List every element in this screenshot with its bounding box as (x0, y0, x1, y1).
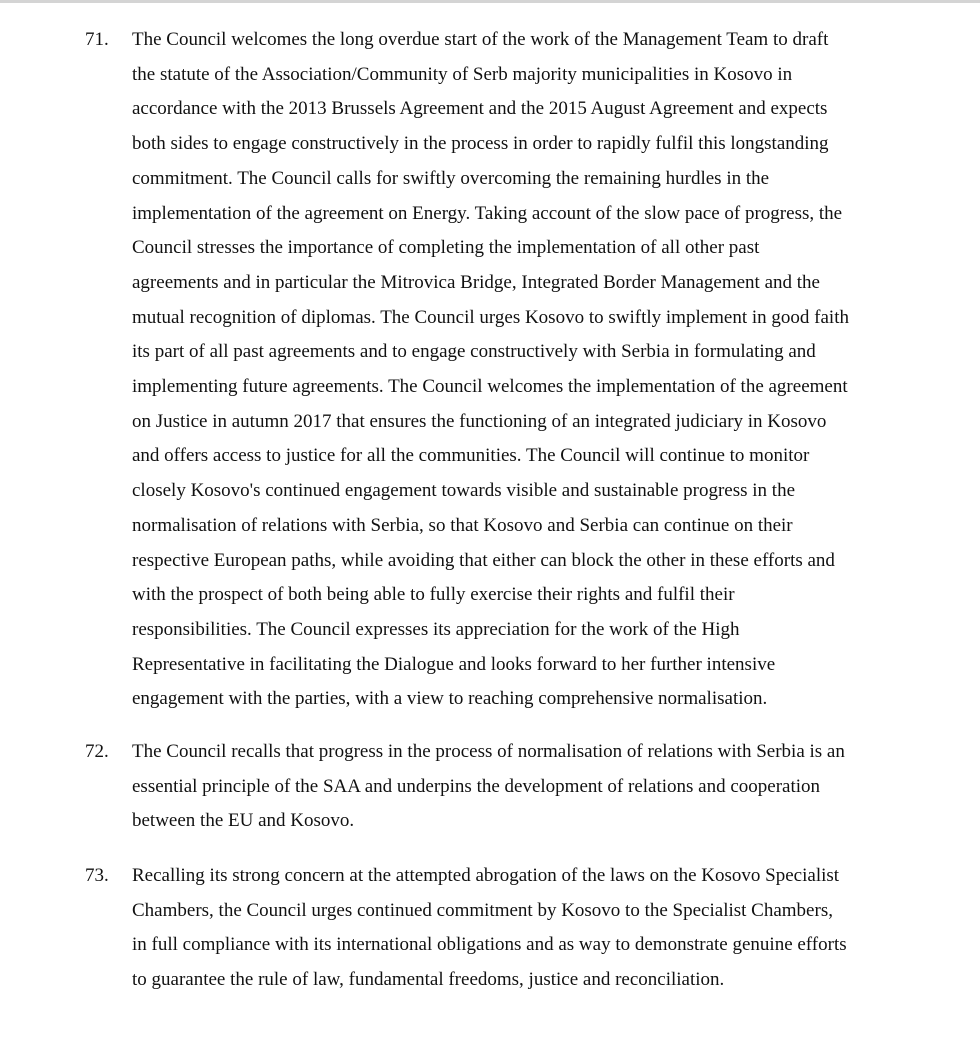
paragraph-line: Representative in facilitating the Dialogue and looks forward to her further intensive (132, 653, 776, 675)
paragraph-line: Chambers, the Council urges continued commitment by Kosovo to the Specialist Chambers, (132, 899, 833, 921)
paragraph-line: responsibilities. The Council expresses its appreciation for the work of the High (132, 618, 740, 640)
paragraph-line: accordance with the 2013 Brussels Agreement and the 2015 August Agreement and expects (132, 98, 828, 120)
paragraph-line: implementation of the agreement on Energy. Taking account of the slow pace of progress, the (132, 202, 843, 224)
paragraph-line: on Justice in autumn 2017 that ensures the functioning of an integrated judiciary in Kosovo (132, 410, 827, 432)
paragraph-line: The Council recalls that progress in the process of normalisation of relations with Serbia is an (132, 741, 845, 762)
paragraph-line: commitment. The Council calls for swiftly overcoming the remaining hurdles in the (132, 167, 770, 189)
paragraph-line: the statute of the Association/Community of Serb majority municipalities in Kosovo in (132, 63, 793, 85)
paragraph-line: agreements and in particular the Mitrovica Bridge, Integrated Border Management and the (132, 271, 820, 293)
paragraph-line: in full compliance with its international obligations and as way to demonstrate genuine efforts (132, 934, 847, 956)
paragraph-number: 73. (85, 865, 109, 886)
paragraph-line: mutual recognition of diplomas. The Council urges Kosovo to swiftly implement in good faith (132, 306, 849, 328)
paragraph-71 (0, 23, 980, 717)
paragraph-line: engagement with the parties, with a view to reaching comprehensive normalisation. (132, 688, 768, 710)
paragraph-number: 72. (85, 741, 109, 762)
paragraph-line: between the EU and Kosovo. (132, 810, 355, 832)
paragraph-line: Council stresses the importance of completing the implementation of all other past (132, 237, 760, 259)
paragraph-line: Recalling its strong concern at the attempted abrogation of the laws on the Kosovo Specialist (132, 865, 840, 886)
paragraph-line: respective European paths, while avoiding that either can block the other in these efforts and (132, 549, 835, 571)
paragraph-line: The Council welcomes the long overdue start of the work of the Management Team to draft (132, 29, 829, 50)
paragraph-line: with the prospect of both being able to fully exercise their rights and fulfil their (132, 584, 735, 606)
paragraph-number: 71. (85, 29, 109, 50)
paragraph-line: essential principle of the SAA and underpins the development of relations and cooperation (132, 775, 821, 797)
paragraph-line: both sides to engage constructively in the process in order to rapidly fulfil this longstanding (132, 133, 829, 155)
paragraph-line: closely Kosovo's continued engagement towards visible and sustainable progress in the (132, 480, 796, 502)
paragraph-72 (0, 735, 980, 839)
paragraph-line: to guarantee the rule of law, fundamental freedoms, justice and reconciliation. (132, 969, 725, 991)
page-top-border (0, 0, 980, 3)
paragraph-line: and offers access to justice for all the communities. The Council will continue to monitor (132, 445, 810, 467)
paragraph-73 (0, 859, 980, 998)
paragraph-line: normalisation of relations with Serbia, so that Kosovo and Serbia can continue on their (132, 514, 793, 536)
paragraph-line: its part of all past agreements and to engage constructively with Serbia in formulating and (132, 341, 816, 363)
paragraph-line: implementing future agreements. The Council welcomes the implementation of the agreement (132, 376, 848, 398)
